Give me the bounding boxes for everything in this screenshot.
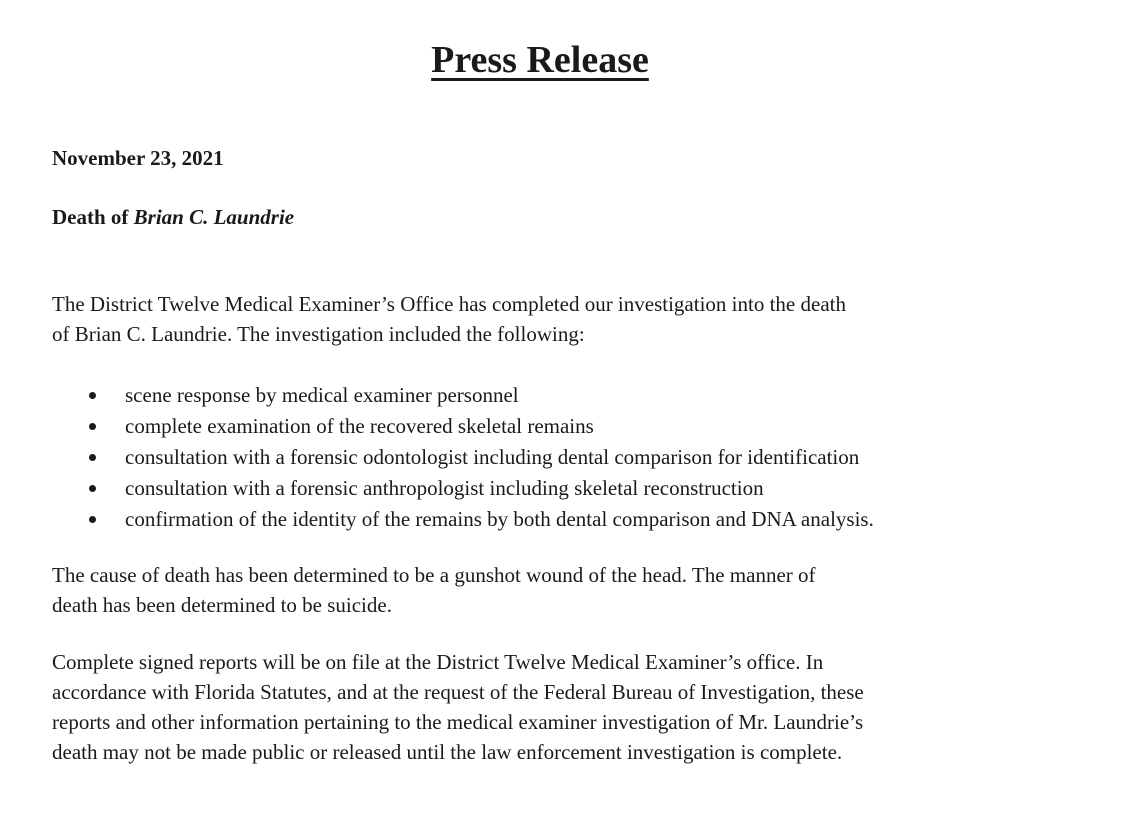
page-title: Press Release — [431, 39, 649, 81]
bullet-icon — [89, 423, 96, 430]
bullet-icon — [89, 485, 96, 492]
release-date: November 23, 2021 — [52, 146, 224, 170]
list-item-text: confirmation of the identity of the remains by both dental comparison and DNA analysis. — [125, 507, 874, 531]
subject-name: Brian C. Laundrie — [133, 205, 295, 229]
cause-line: death has been determined to be suicide. — [52, 593, 392, 617]
bullet-icon — [89, 516, 96, 523]
intro-line: of Brian C. Laundrie. The investigation included the following: — [52, 322, 585, 346]
reports-line: death may not be made public or released until the law enforcement investigation is complete. — [52, 740, 843, 764]
list-item-text: consultation with a forensic anthropologist including skeletal reconstruction — [125, 476, 764, 500]
list-item-text: consultation with a forensic odontologist including dental comparison for identification — [125, 445, 860, 469]
intro-line: The District Twelve Medical Examiner’s Office has completed our investigation into the death — [52, 292, 846, 316]
intro-paragraph — [52, 289, 1112, 349]
investigation-list — [0, 380, 874, 535]
list-item-text: complete examination of the recovered skeletal remains — [125, 414, 594, 438]
cause-paragraph — [52, 560, 1112, 620]
list-item — [0, 380, 874, 411]
bullet-icon — [89, 454, 96, 461]
list-item — [0, 442, 874, 473]
list-item — [0, 504, 874, 535]
reports-paragraph — [52, 647, 1112, 767]
list-item — [0, 473, 874, 504]
release-subject — [52, 205, 294, 230]
bullet-icon — [89, 392, 96, 399]
reports-line: reports and other information pertaining to the medical examiner investigation of Mr. Laundrie’s — [52, 710, 864, 734]
list-item-text: scene response by medical examiner personnel — [125, 383, 519, 407]
subject-prefix: Death of — [52, 205, 134, 229]
reports-line: accordance with Florida Statutes, and at the request of the Federal Bureau of Investigation, these — [52, 680, 864, 704]
cause-line: The cause of death has been determined to be a gunshot wound of the head. The manner of — [52, 563, 816, 587]
reports-line: Complete signed reports will be on file at the District Twelve Medical Examiner’s office. In — [52, 650, 824, 674]
list-item — [0, 411, 874, 442]
